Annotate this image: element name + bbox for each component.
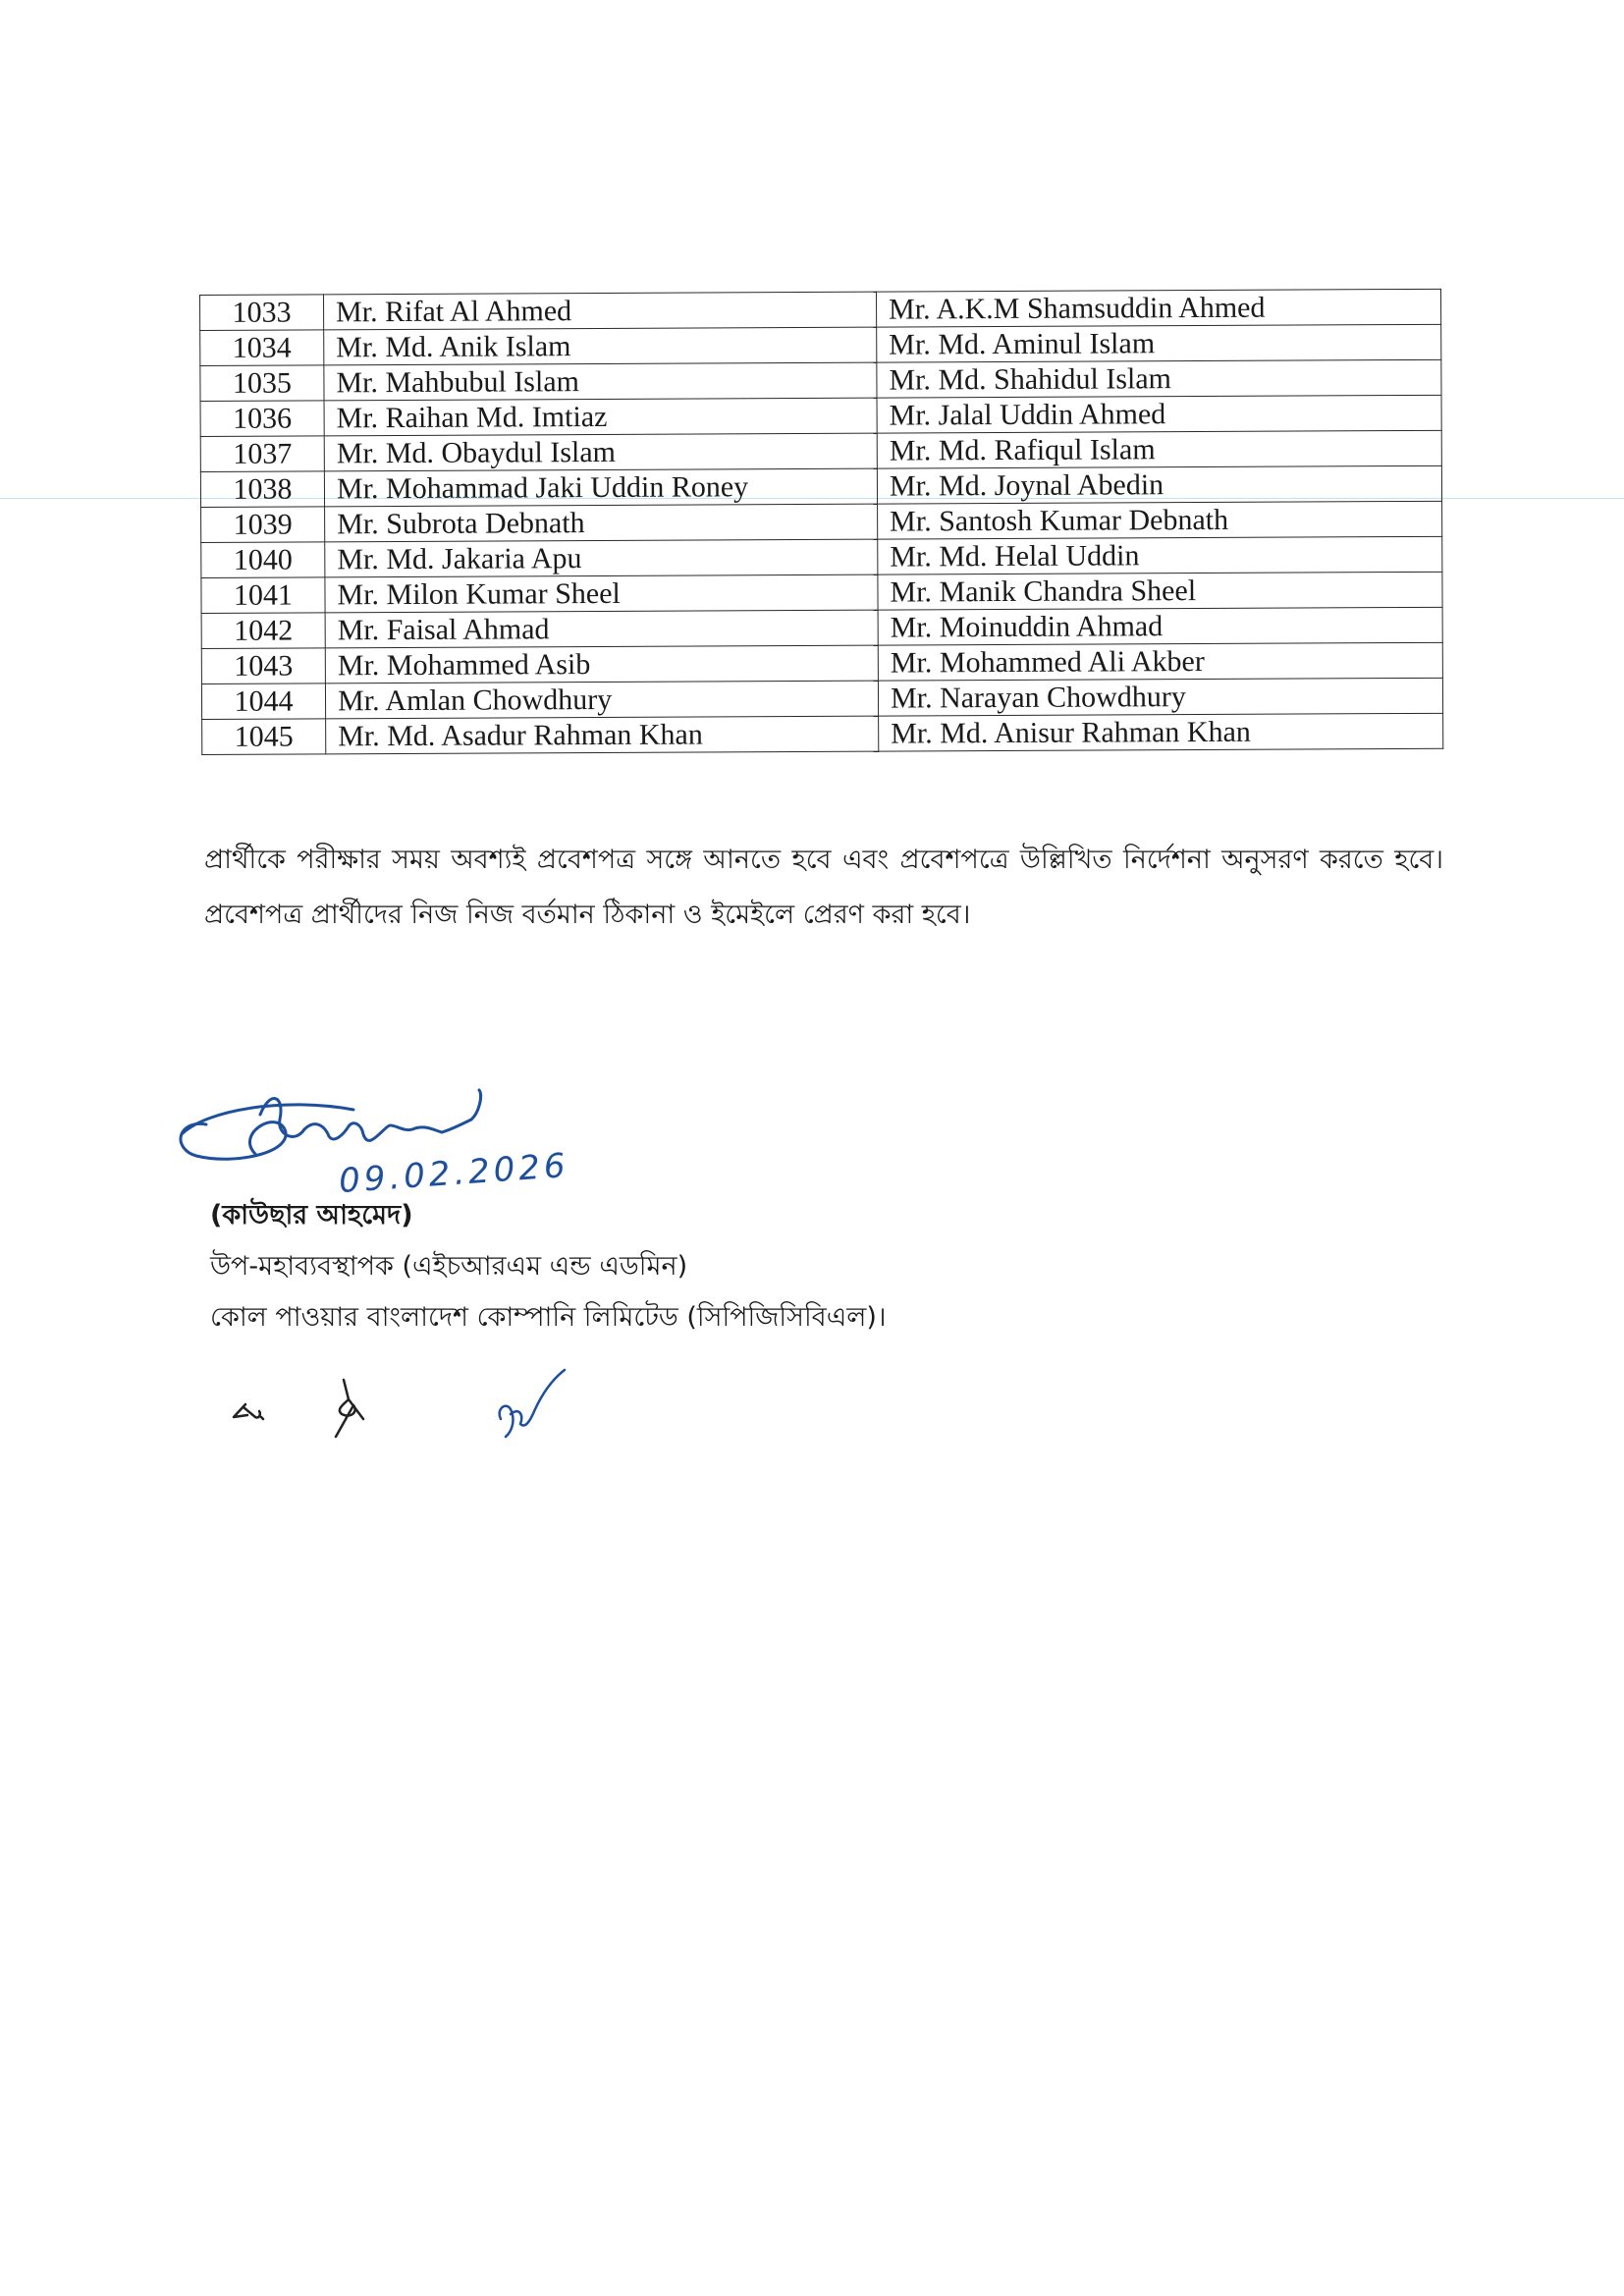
candidate-name-cell: Mr. Md. Asadur Rahman Khan — [326, 716, 879, 754]
father-name-cell: Mr. Md. Rafiqul Islam — [877, 430, 1441, 468]
serial-cell: 1034 — [200, 330, 324, 366]
serial-cell: 1040 — [201, 542, 325, 578]
serial-cell: 1036 — [200, 401, 324, 437]
table-row — [201, 607, 1442, 648]
signatory-block — [210, 1190, 887, 1343]
signatory-name: (কাউছার আহমেদ) — [210, 1200, 413, 1230]
father-name-cell: Mr. Manik Chandra Sheel — [878, 572, 1442, 610]
signature-date: 09.02.2026 — [337, 1145, 570, 1202]
father-name-cell: Mr. Jalal Uddin Ahmed — [877, 395, 1441, 433]
serial-cell: 1041 — [201, 577, 325, 614]
table-row — [201, 536, 1442, 577]
candidate-name-cell: Mr. Rifat Al Ahmed — [324, 292, 877, 330]
candidate-name-cell: Mr. Milon Kumar Sheel — [325, 574, 878, 613]
table-row — [201, 642, 1442, 683]
father-name-cell: Mr. Mohammed Ali Akber — [878, 642, 1442, 681]
candidate-name-cell: Mr. Mohammed Asib — [325, 645, 878, 683]
father-name-cell: Mr. Md. Joynal Abedin — [877, 465, 1441, 504]
candidate-table — [199, 289, 1443, 755]
serial-cell: 1035 — [200, 365, 324, 402]
candidate-name-cell: Mr. Md. Jakaria Apu — [325, 539, 878, 577]
father-name-cell: Mr. Md. Helal Uddin — [878, 536, 1442, 574]
serial-cell: 1033 — [200, 295, 324, 331]
serial-cell: 1044 — [201, 683, 325, 720]
father-name-cell: Mr. Narayan Chowdhury — [878, 678, 1442, 716]
table-row — [200, 324, 1441, 365]
candidate-name-cell: Mr. Mahbubul Islam — [324, 362, 877, 401]
admit-card-instruction: প্রার্থীকে পরীক্ষার সময় অবশ্যই প্রবেশপত্র সঙ্গে আনতে হবে এবং প্রবেশপত্রে উল্লিখিত নির্দেশনা অনুসরণ করতে হবে। প্রবেশপত্র প্রার্থীদের নিজ নিজ বর্তমান ঠিকানা ও ইমেইলে প্রেরণ করা হবে। — [204, 845, 1443, 930]
signatory-organization: কোল পাওয়ার বাংলাদেশ কোম্পানি লিমিটেড (সিপিজিসিবিএল)। — [210, 1302, 887, 1333]
serial-cell: 1037 — [200, 436, 324, 472]
initial-mark-icon — [234, 1404, 263, 1419]
father-name-cell: Mr. Santosh Kumar Debnath — [878, 501, 1442, 539]
table-row — [201, 678, 1442, 719]
father-name-cell: Mr. Md. Aminul Islam — [877, 324, 1441, 362]
serial-cell: 1039 — [201, 507, 325, 543]
serial-cell: 1042 — [201, 613, 325, 649]
candidate-name-cell: Mr. Amlan Chowdhury — [325, 681, 878, 719]
candidate-name-cell: Mr. Faisal Ahmad — [325, 610, 878, 648]
initial-mark-icon — [500, 1370, 565, 1437]
candidate-name-cell: Mr. Md. Obaydul Islam — [324, 433, 877, 471]
serial-cell: 1038 — [200, 471, 324, 508]
candidate-name-cell: Mr. Mohammad Jaki Uddin Roney — [324, 468, 877, 507]
table-row — [200, 289, 1441, 330]
table-row — [201, 501, 1442, 542]
father-name-cell: Mr. Md. Anisur Rahman Khan — [879, 713, 1443, 751]
father-name-cell: Mr. A.K.M Shamsuddin Ahmed — [876, 289, 1440, 327]
initials-icon — [226, 1360, 579, 1468]
table-row — [200, 359, 1441, 401]
table-row — [201, 572, 1442, 613]
candidate-name-cell: Mr. Subrota Debnath — [325, 504, 878, 542]
signatory-designation: উপ-মহাব্যবস্থাপক (এইচআরএম এন্ড এডমিন) — [210, 1251, 688, 1282]
table-row — [200, 430, 1441, 471]
father-name-cell: Mr. Md. Shahidul Islam — [877, 359, 1441, 398]
initial-mark-icon — [336, 1380, 363, 1437]
serial-cell: 1043 — [201, 648, 325, 684]
father-name-cell: Mr. Moinuddin Ahmad — [878, 607, 1442, 645]
table-row — [200, 395, 1441, 436]
table-row — [202, 713, 1443, 754]
serial-cell: 1045 — [202, 719, 326, 755]
candidate-name-cell: Mr. Raihan Md. Imtiaz — [324, 398, 877, 436]
candidate-name-cell: Mr. Md. Anik Islam — [324, 327, 877, 365]
table-row — [200, 465, 1441, 507]
